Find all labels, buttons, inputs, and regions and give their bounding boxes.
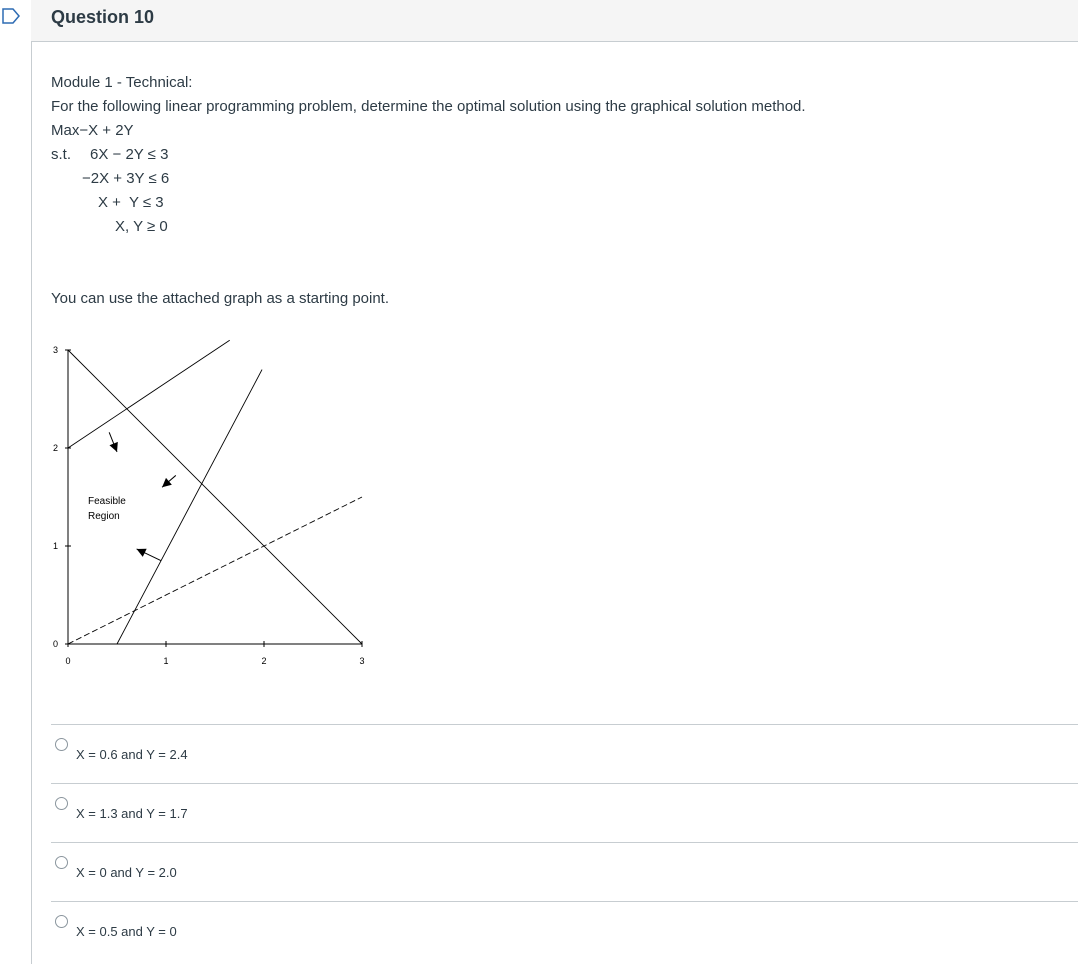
constraint-3: X + Y ≤ 3 — [98, 194, 164, 211]
region-label: Region — [88, 511, 120, 522]
y-tick-label: 2 — [52, 443, 58, 453]
y-tick-label: 3 — [52, 345, 58, 355]
answer-divider — [51, 724, 1078, 725]
constraint-line — [117, 370, 262, 644]
series-group — [68, 340, 362, 644]
answer-divider — [51, 901, 1078, 902]
answer-label-3[interactable]: X = 0 and Y = 2.0 — [76, 865, 177, 880]
constraint-1: 6X − 2Y ≤ 3 — [90, 146, 169, 163]
answer-label-2[interactable]: X = 1.3 and Y = 1.7 — [76, 806, 188, 821]
objective-function: Max−X + 2Y — [51, 122, 134, 139]
constraint-line — [68, 340, 230, 448]
constraint-4: X, Y ≥ 0 — [115, 218, 168, 235]
answer-label-1[interactable]: X = 0.6 and Y = 2.4 — [76, 747, 188, 762]
x-tick-label: 3 — [359, 656, 365, 666]
x-tick-label: 2 — [261, 656, 267, 666]
answer-divider — [51, 783, 1078, 784]
answer-radio-2[interactable] — [55, 797, 68, 810]
answer-label-4[interactable]: X = 0.5 and Y = 0 — [76, 924, 177, 939]
y-tick-label: 0 — [52, 639, 58, 649]
y-tick-label: 1 — [52, 541, 58, 551]
answer-radio-3[interactable] — [55, 856, 68, 869]
x-tick-label: 0 — [65, 656, 71, 666]
graph-hint: You can use the attached graph as a starting point. — [51, 290, 390, 307]
feasible-label: Feasible — [88, 496, 126, 507]
st-label: s.t. — [51, 146, 72, 163]
direction-arrow-head — [162, 478, 172, 487]
lp-graph — [48, 345, 378, 674]
module-line: Module 1 - Technical: — [51, 74, 193, 91]
x-tick-label: 1 — [163, 656, 169, 666]
bookmark-flag-icon[interactable] — [2, 8, 20, 24]
question-prompt: For the following linear programming problem, determine the optimal solution using the graphical solution method. — [51, 98, 806, 115]
answer-radio-4[interactable] — [55, 915, 68, 928]
question-title: Question 10 — [51, 7, 155, 27]
flag-column — [0, 0, 32, 964]
constraint-2: −2X + 3Y ≤ 6 — [82, 170, 170, 187]
question-header — [31, 0, 1078, 42]
answer-divider — [51, 842, 1078, 843]
answer-radio-1[interactable] — [55, 738, 68, 751]
